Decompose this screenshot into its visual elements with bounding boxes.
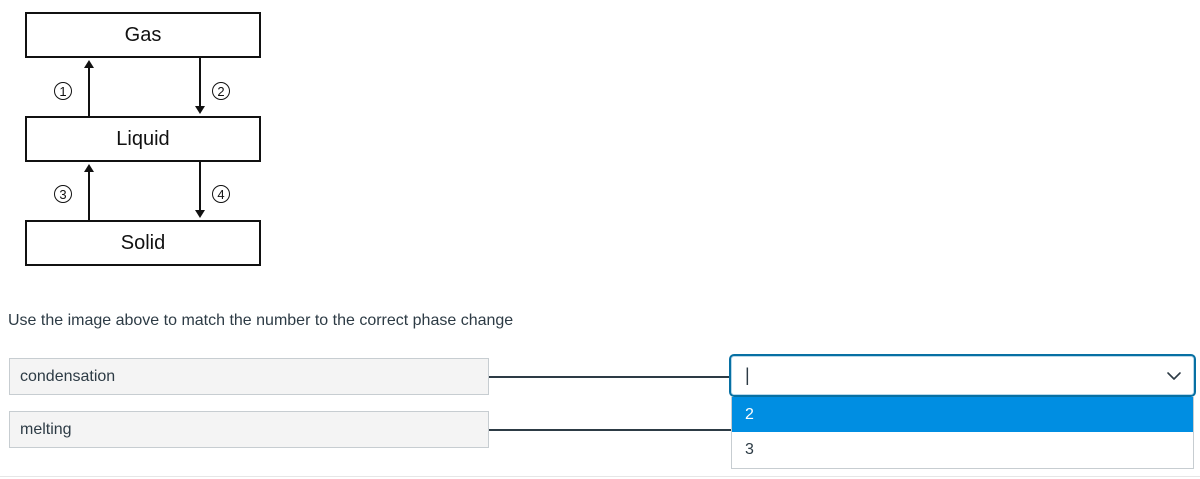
number-circle-2: 2 [212,82,230,100]
match-select-condensation[interactable] [729,354,1196,397]
phase-box-gas: Gas [25,12,261,58]
select-current-value: | [745,365,750,385]
match-term-condensation [9,358,489,395]
phase-box-liquid: Liquid [25,116,261,162]
question-prompt: Use the image above to match the number to the correct phase change [8,312,514,329]
chevron-down-icon[interactable] [1166,368,1182,384]
match-term-melting [9,411,489,448]
select-option-3[interactable]: 3 [745,440,754,458]
match-connector [489,376,731,378]
match-term-label: condensation [20,367,116,385]
phase-box-solid: Solid [25,220,261,266]
number-circle-1: 1 [54,82,72,100]
divider [0,476,1200,477]
number-circle-4: 4 [212,185,230,203]
number-circle-3: 3 [54,185,72,203]
match-connector [489,429,731,431]
match-term-label: melting [20,420,72,438]
select-options-list [731,397,1194,469]
phase-change-diagram [0,0,300,290]
select-option-2[interactable]: 2 [732,397,1193,432]
